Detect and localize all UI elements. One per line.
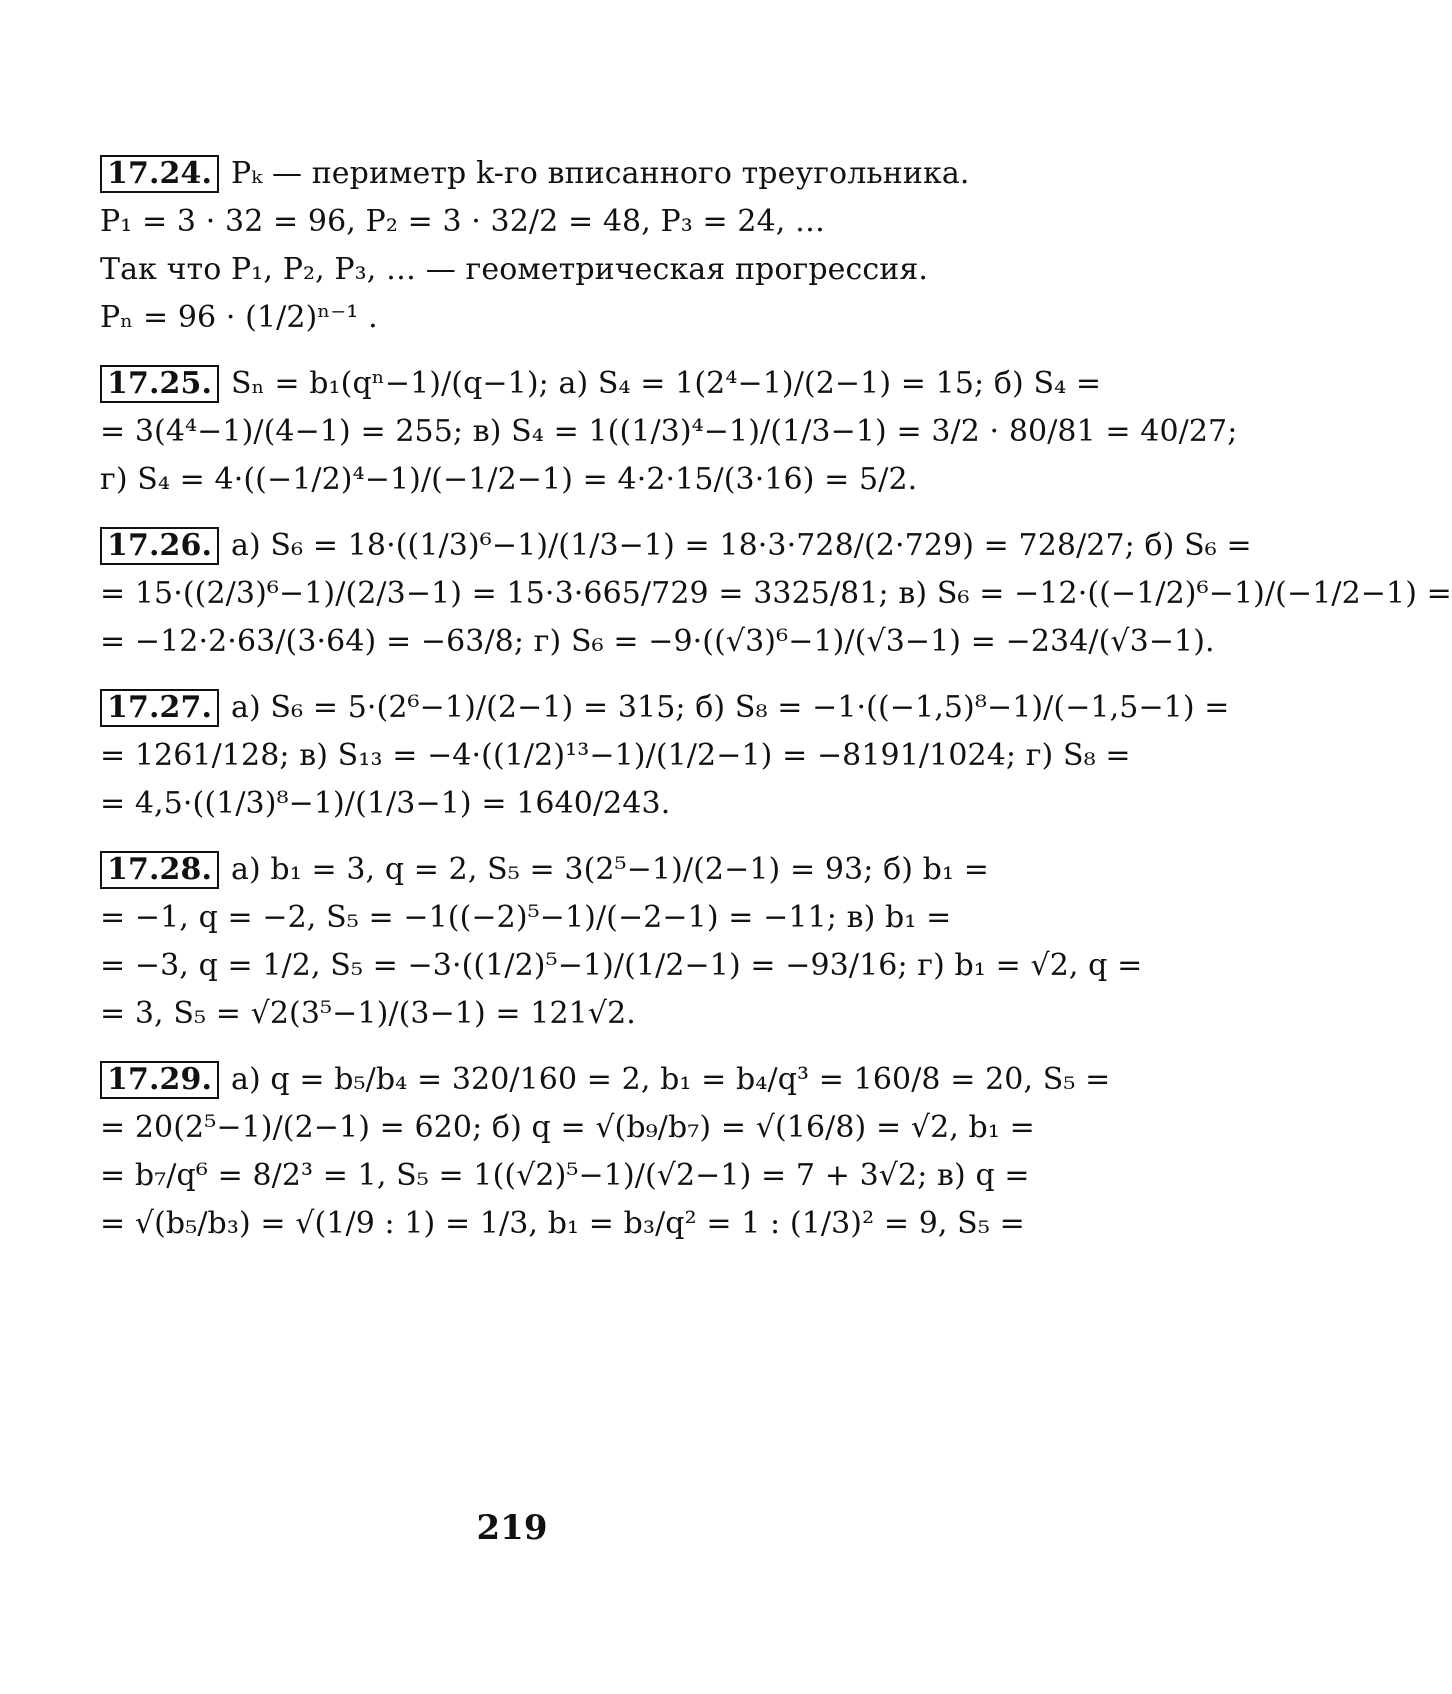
- text-line: = 3, S₅ = √2(3⁵−1)/(3−1) = 121√2.: [100, 996, 636, 1031]
- problem-17-25: [100, 360, 1238, 504]
- text-line: [100, 684, 1230, 732]
- line-text: а) b₁ = 3, q = 2, S₅ = 3(2⁵−1)/(2−1) = 93; б) b₁ =: [231, 852, 989, 887]
- line-text: Sₙ = b₁(qⁿ−1)/(q−1); а) S₄ = 1(2⁴−1)/(2−1) = 15; б) S₄ =: [231, 366, 1102, 401]
- line-text: а) q = b₅/b₄ = 320/160 = 2, b₁ = b₄/q³ = 160/8 = 20, S₅ =: [231, 1062, 1111, 1097]
- page-number: 219: [476, 1508, 548, 1548]
- problem-number: 17.27.: [100, 689, 219, 727]
- problem-17-26: [100, 522, 1452, 666]
- text-line: = −1, q = −2, S₅ = −1((−2)⁵−1)/(−2−1) = −11; в) b₁ =: [100, 900, 952, 935]
- text-line: [100, 150, 970, 198]
- text-line: [100, 1056, 1111, 1104]
- text-line: = 3(4⁴−1)/(4−1) = 255; в) S₄ = 1((1/3)⁴−1)/(1/3−1) = 3/2 · 80/81 = 40/27;: [100, 414, 1238, 449]
- line-text: а) S₆ = 18·((1/3)⁶−1)/(1/3−1) = 18·3·728/(2·729) = 728/27; б) S₆ =: [231, 528, 1252, 563]
- text-line: = 4,5·((1/3)⁸−1)/(1/3−1) = 1640/243.: [100, 786, 671, 821]
- problem-17-27: [100, 684, 1230, 828]
- line-text: Pₖ — периметр k-го вписанного треугольника.: [231, 156, 970, 191]
- text-line: = b₇/q⁶ = 8/2³ = 1, S₅ = 1((√2)⁵−1)/(√2−1) = 7 + 3√2; в) q =: [100, 1158, 1030, 1193]
- problem-number: 17.26.: [100, 527, 219, 565]
- text-line: = 20(2⁵−1)/(2−1) = 620; б) q = √(b₉/b₇) = √(16/8) = √2, b₁ =: [100, 1110, 1035, 1145]
- text-line: = 1261/128; в) S₁₃ = −4·((1/2)¹³−1)/(1/2−1) = −8191/1024; г) S₈ =: [100, 738, 1131, 773]
- line-text: а) S₆ = 5·(2⁶−1)/(2−1) = 315; б) S₈ = −1·((−1,5)⁸−1)/(−1,5−1) =: [231, 690, 1230, 725]
- text-line: = 15·((2/3)⁶−1)/(2/3−1) = 15·3·665/729 = 3325/81; в) S₆ = −12·((−1/2)⁶−1)/(−1/2−1) =: [100, 576, 1452, 611]
- text-line: P₁ = 3 · 32 = 96, P₂ = 3 · 32/2 = 48, P₃ = 24, …: [100, 204, 826, 239]
- text-line: [100, 522, 1252, 570]
- problem-17-28: [100, 846, 1143, 1038]
- text-line: = √(b₅/b₃) = √(1/9 : 1) = 1/3, b₁ = b₃/q² = 1 : (1/3)² = 9, S₅ =: [100, 1206, 1025, 1241]
- text-line: [100, 360, 1102, 408]
- text-line: г) S₄ = 4·((−1/2)⁴−1)/(−1/2−1) = 4·2·15/(3·16) = 5/2.: [100, 462, 918, 497]
- problem-17-29: [100, 1056, 1111, 1248]
- problem-17-24: [100, 150, 970, 342]
- text-line: = −3, q = 1/2, S₅ = −3·((1/2)⁵−1)/(1/2−1) = −93/16; г) b₁ = √2, q =: [100, 948, 1143, 983]
- text-line: [100, 846, 989, 894]
- problem-number: 17.25.: [100, 365, 219, 403]
- text-line: Так что P₁, P₂, P₃, … — геометрическая прогрессия.: [100, 252, 929, 287]
- problem-number: 17.28.: [100, 851, 219, 889]
- text-line: = −12·2·63/(3·64) = −63/8; г) S₆ = −9·((√3)⁶−1)/(√3−1) = −234/(√3−1).: [100, 624, 1215, 659]
- problem-number: 17.29.: [100, 1061, 219, 1099]
- problem-number: 17.24.: [100, 155, 219, 193]
- text-line: Pₙ = 96 · (1/2)ⁿ⁻¹ .: [100, 300, 378, 335]
